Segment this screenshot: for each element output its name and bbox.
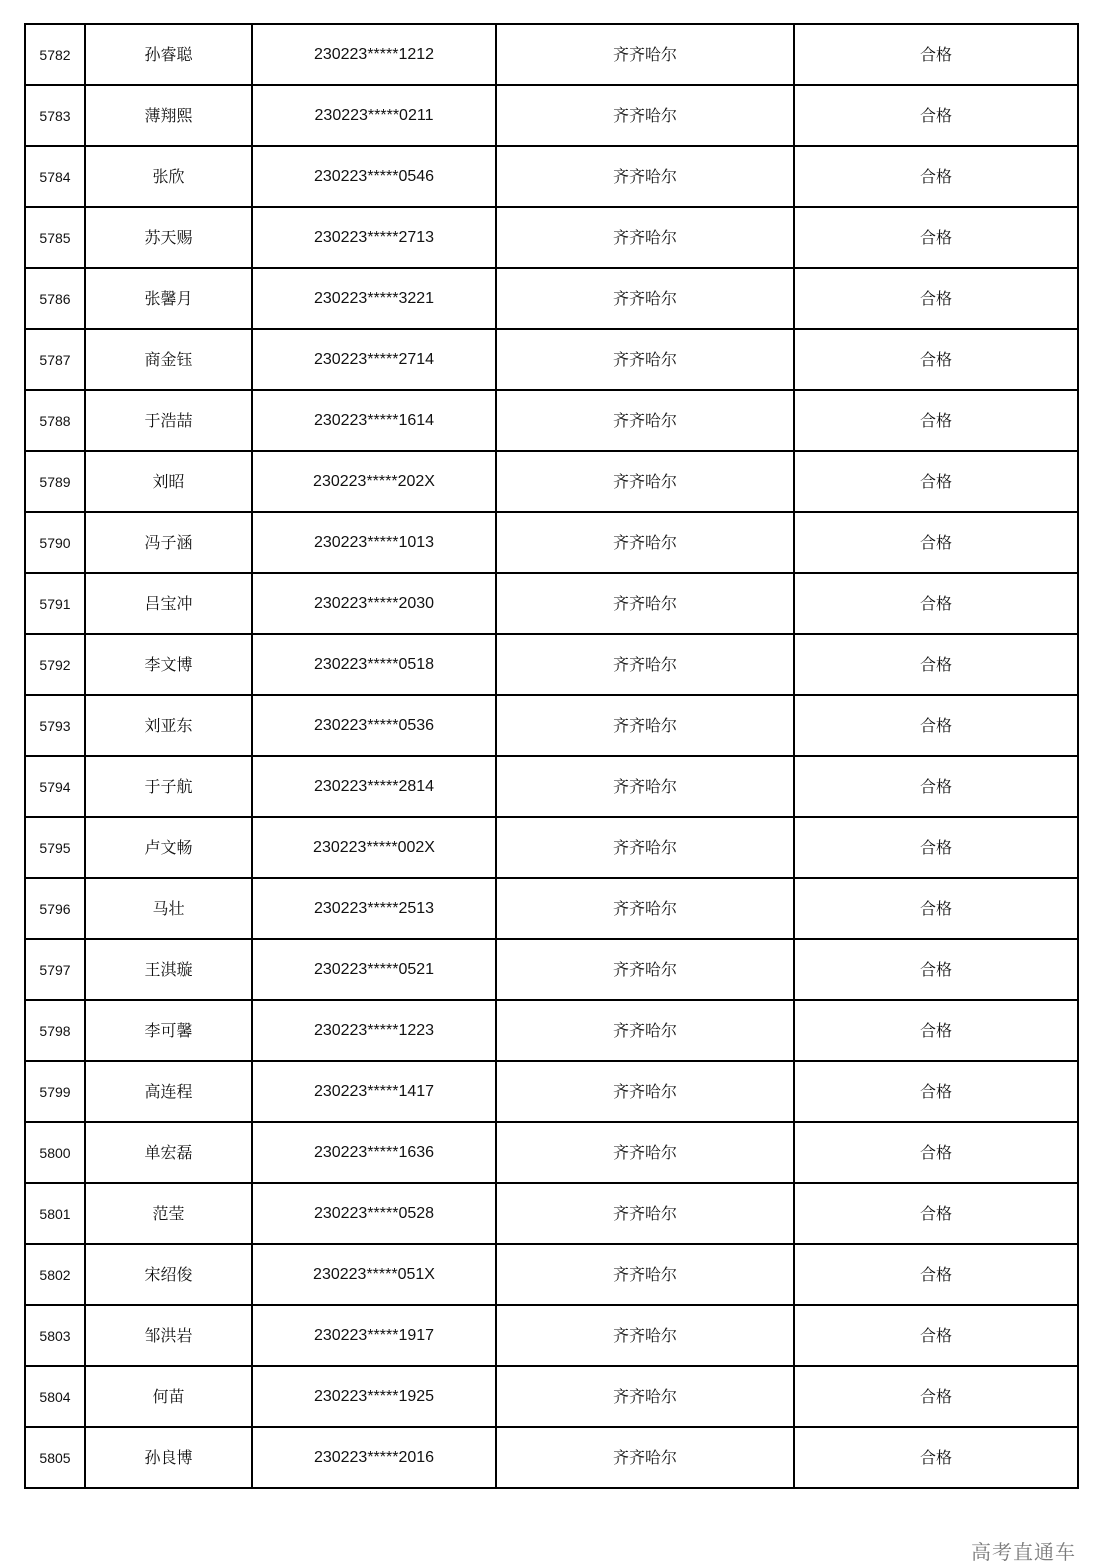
id-number-cell: 230223*****1417: [252, 1061, 496, 1122]
id-number-cell: 230223*****2814: [252, 756, 496, 817]
city-cell: 齐齐哈尔: [496, 1244, 794, 1305]
table-row: [25, 329, 1078, 390]
table-row: [25, 1305, 1078, 1366]
city-cell: 齐齐哈尔: [496, 146, 794, 207]
id-number-cell: 230223*****1013: [252, 512, 496, 573]
row-number-cell: 5803: [25, 1305, 85, 1366]
candidate-name-cell: 张欣: [85, 146, 252, 207]
result-cell: 合格: [794, 1183, 1078, 1244]
city-cell: 齐齐哈尔: [496, 573, 794, 634]
candidate-name-cell: 于浩喆: [85, 390, 252, 451]
candidate-name-cell: 高连程: [85, 1061, 252, 1122]
id-number-cell: 230223*****2714: [252, 329, 496, 390]
city-cell: 齐齐哈尔: [496, 756, 794, 817]
row-number-cell: 5798: [25, 1000, 85, 1061]
table-row: [25, 512, 1078, 573]
row-number-cell: 5782: [25, 24, 85, 85]
id-number-cell: 230223*****1925: [252, 1366, 496, 1427]
id-number-cell: 230223*****2713: [252, 207, 496, 268]
row-number-cell: 5797: [25, 939, 85, 1000]
candidate-name-cell: 苏天赐: [85, 207, 252, 268]
id-number-cell: 230223*****1614: [252, 390, 496, 451]
result-cell: 合格: [794, 695, 1078, 756]
city-cell: 齐齐哈尔: [496, 390, 794, 451]
row-number-cell: 5796: [25, 878, 85, 939]
row-number-cell: 5802: [25, 1244, 85, 1305]
result-cell: 合格: [794, 390, 1078, 451]
result-cell: 合格: [794, 1244, 1078, 1305]
table-row: [25, 1122, 1078, 1183]
candidate-name-cell: 商金钰: [85, 329, 252, 390]
candidate-name-cell: 刘昭: [85, 451, 252, 512]
table-row: [25, 1183, 1078, 1244]
candidate-name-cell: 孙良博: [85, 1427, 252, 1488]
id-number-cell: 230223*****1636: [252, 1122, 496, 1183]
city-cell: 齐齐哈尔: [496, 634, 794, 695]
results-table-body: [25, 24, 1078, 1488]
table-row: [25, 268, 1078, 329]
city-cell: 齐齐哈尔: [496, 1061, 794, 1122]
table-row: [25, 939, 1078, 1000]
city-cell: 齐齐哈尔: [496, 24, 794, 85]
table-row: [25, 1000, 1078, 1061]
candidate-name-cell: 何苗: [85, 1366, 252, 1427]
result-cell: 合格: [794, 451, 1078, 512]
candidate-name-cell: 刘亚东: [85, 695, 252, 756]
result-cell: 合格: [794, 1000, 1078, 1061]
city-cell: 齐齐哈尔: [496, 1122, 794, 1183]
results-table-container: [24, 23, 1077, 1489]
candidate-name-cell: 李文博: [85, 634, 252, 695]
row-number-cell: 5800: [25, 1122, 85, 1183]
city-cell: 齐齐哈尔: [496, 695, 794, 756]
row-number-cell: 5799: [25, 1061, 85, 1122]
candidate-name-cell: 马壮: [85, 878, 252, 939]
candidate-name-cell: 单宏磊: [85, 1122, 252, 1183]
row-number-cell: 5788: [25, 390, 85, 451]
row-number-cell: 5786: [25, 268, 85, 329]
city-cell: 齐齐哈尔: [496, 1366, 794, 1427]
candidate-name-cell: 邹洪岩: [85, 1305, 252, 1366]
table-row: [25, 1244, 1078, 1305]
table-row: [25, 146, 1078, 207]
result-cell: 合格: [794, 85, 1078, 146]
result-cell: 合格: [794, 268, 1078, 329]
id-number-cell: 230223*****202X: [252, 451, 496, 512]
results-table: [24, 23, 1079, 1489]
table-row: [25, 207, 1078, 268]
candidate-name-cell: 冯子涵: [85, 512, 252, 573]
city-cell: 齐齐哈尔: [496, 1183, 794, 1244]
candidate-name-cell: 王淇璇: [85, 939, 252, 1000]
city-cell: 齐齐哈尔: [496, 268, 794, 329]
row-number-cell: 5795: [25, 817, 85, 878]
table-row: [25, 817, 1078, 878]
result-cell: 合格: [794, 939, 1078, 1000]
result-cell: 合格: [794, 878, 1078, 939]
result-cell: 合格: [794, 634, 1078, 695]
id-number-cell: 230223*****002X: [252, 817, 496, 878]
table-row: [25, 756, 1078, 817]
table-row: [25, 695, 1078, 756]
watermark-text: 高考直通车: [971, 1540, 1076, 1564]
row-number-cell: 5805: [25, 1427, 85, 1488]
candidate-name-cell: 李可馨: [85, 1000, 252, 1061]
candidate-name-cell: 吕宝冲: [85, 573, 252, 634]
result-cell: 合格: [794, 756, 1078, 817]
result-cell: 合格: [794, 1122, 1078, 1183]
candidate-name-cell: 宋绍俊: [85, 1244, 252, 1305]
row-number-cell: 5783: [25, 85, 85, 146]
candidate-name-cell: 薄翔熙: [85, 85, 252, 146]
candidate-name-cell: 于子航: [85, 756, 252, 817]
result-cell: 合格: [794, 24, 1078, 85]
row-number-cell: 5791: [25, 573, 85, 634]
candidate-name-cell: 张馨月: [85, 268, 252, 329]
city-cell: 齐齐哈尔: [496, 329, 794, 390]
id-number-cell: 230223*****0528: [252, 1183, 496, 1244]
id-number-cell: 230223*****1917: [252, 1305, 496, 1366]
id-number-cell: 230223*****2513: [252, 878, 496, 939]
id-number-cell: 230223*****0521: [252, 939, 496, 1000]
row-number-cell: 5784: [25, 146, 85, 207]
row-number-cell: 5793: [25, 695, 85, 756]
table-row: [25, 1427, 1078, 1488]
candidate-name-cell: 范莹: [85, 1183, 252, 1244]
city-cell: 齐齐哈尔: [496, 1305, 794, 1366]
city-cell: 齐齐哈尔: [496, 878, 794, 939]
row-number-cell: 5804: [25, 1366, 85, 1427]
city-cell: 齐齐哈尔: [496, 1000, 794, 1061]
row-number-cell: 5794: [25, 756, 85, 817]
id-number-cell: 230223*****0536: [252, 695, 496, 756]
table-row: [25, 573, 1078, 634]
id-number-cell: 230223*****1223: [252, 1000, 496, 1061]
row-number-cell: 5792: [25, 634, 85, 695]
id-number-cell: 230223*****0518: [252, 634, 496, 695]
table-row: [25, 634, 1078, 695]
city-cell: 齐齐哈尔: [496, 451, 794, 512]
city-cell: 齐齐哈尔: [496, 85, 794, 146]
row-number-cell: 5789: [25, 451, 85, 512]
city-cell: 齐齐哈尔: [496, 817, 794, 878]
candidate-name-cell: 孙睿聪: [85, 24, 252, 85]
city-cell: 齐齐哈尔: [496, 1427, 794, 1488]
candidate-name-cell: 卢文畅: [85, 817, 252, 878]
result-cell: 合格: [794, 207, 1078, 268]
row-number-cell: 5790: [25, 512, 85, 573]
table-row: [25, 85, 1078, 146]
result-cell: 合格: [794, 817, 1078, 878]
result-cell: 合格: [794, 1061, 1078, 1122]
id-number-cell: 230223*****0546: [252, 146, 496, 207]
city-cell: 齐齐哈尔: [496, 207, 794, 268]
city-cell: 齐齐哈尔: [496, 512, 794, 573]
result-cell: 合格: [794, 1427, 1078, 1488]
id-number-cell: 230223*****1212: [252, 24, 496, 85]
row-number-cell: 5801: [25, 1183, 85, 1244]
id-number-cell: 230223*****2016: [252, 1427, 496, 1488]
id-number-cell: 230223*****051X: [252, 1244, 496, 1305]
result-cell: 合格: [794, 512, 1078, 573]
result-cell: 合格: [794, 146, 1078, 207]
row-number-cell: 5785: [25, 207, 85, 268]
table-row: [25, 451, 1078, 512]
table-row: [25, 1366, 1078, 1427]
id-number-cell: 230223*****3221: [252, 268, 496, 329]
id-number-cell: 230223*****0211: [252, 85, 496, 146]
table-row: [25, 878, 1078, 939]
table-row: [25, 24, 1078, 85]
row-number-cell: 5787: [25, 329, 85, 390]
table-row: [25, 390, 1078, 451]
table-row: [25, 1061, 1078, 1122]
result-cell: 合格: [794, 1366, 1078, 1427]
id-number-cell: 230223*****2030: [252, 573, 496, 634]
result-cell: 合格: [794, 1305, 1078, 1366]
city-cell: 齐齐哈尔: [496, 939, 794, 1000]
result-cell: 合格: [794, 573, 1078, 634]
result-cell: 合格: [794, 329, 1078, 390]
